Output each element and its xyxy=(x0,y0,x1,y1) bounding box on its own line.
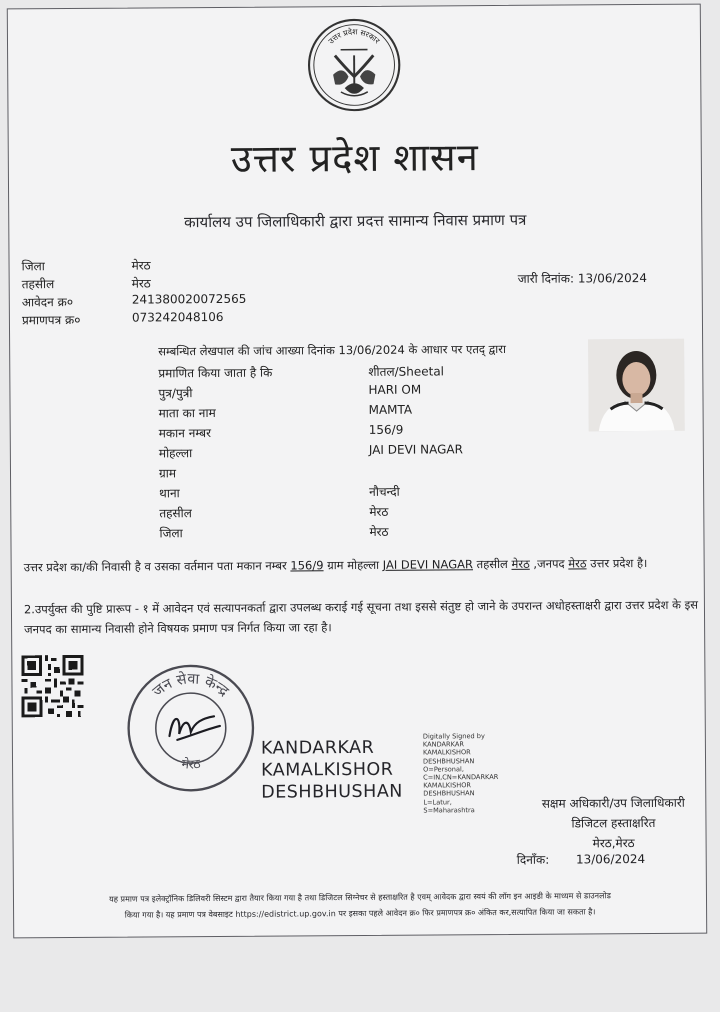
certificate-sheet xyxy=(7,4,707,939)
signer-name xyxy=(261,737,403,804)
detail-label-mohalla: मोहल्ला xyxy=(158,446,193,461)
detail-value-mother: MAMTA xyxy=(368,402,413,417)
paragraph-text: उत्तर प्रदेश का/की निवासी है व उसका वर्तमान पता मकान नम्बर xyxy=(23,558,291,575)
detail-value-tehsil: मेरठ xyxy=(369,504,389,519)
signer-name-line: DESHBHUSHAN xyxy=(261,781,403,803)
svg-text:उत्तर प्रदेश सरकार: उत्तर प्रदेश सरकार xyxy=(326,27,382,46)
signature-date xyxy=(517,850,646,868)
officer-digital-signed: डिजिटल हस्ताक्षरित xyxy=(571,815,656,831)
digital-signature-line: DESHBHUSHAN xyxy=(422,756,475,766)
qr-code-icon xyxy=(20,655,84,717)
government-title: उत्तर प्रदेश शासन xyxy=(230,135,479,181)
footer-line: किया गया है। यह प्रमाण पत्र वेबसाइट https://edistrict.up.gov.in पर इसका पहले आवेदन क्र० फिर प्रमाणपत्र क्र० अंकित कर,सत्यापित किया जा सकता है। xyxy=(124,907,596,920)
application-number-label: आवेदन क्र० xyxy=(21,294,74,310)
officer-title: सक्षम अधिकारी/उप जिलाधिकारी xyxy=(541,795,685,811)
paragraph-text: उत्तर प्रदेश है। xyxy=(586,555,648,571)
signature-date-label: दिनाँक: xyxy=(516,852,550,867)
detail-label-police-station: थाना xyxy=(159,486,180,501)
certificate-subtitle: कार्यालय उप जिलाधिकारी द्वारा प्रदत्त सामान्य निवास प्रमाण पत्र xyxy=(184,210,527,232)
digital-signature-line: L=Latur, xyxy=(423,797,452,807)
tehsil-label: तहसील xyxy=(21,277,55,292)
digital-signature-line: O=Personal, xyxy=(423,765,464,774)
digital-signature-details xyxy=(423,732,534,815)
mohalla-underlined: JAI DEVI NAGAR xyxy=(382,557,473,572)
confirmation-paragraph: 2.उपर्युक्त की पुष्टि प्रारूप - १ में आवेदन एवं सत्यापनकर्ता द्वारा उपलब्ध कराई गई सूचना तथा इससे संतुष्ट हो जाने के उपरान्त अधोहस्ताक्षरी द्वारा उत्तर प्रदेश के इस जनपद का सामान्य निवासी होने विषयक प्रमाण पत्र निर्गत किया जा रहा है। xyxy=(23,597,699,637)
applicant-photo xyxy=(588,339,685,432)
footer-line: यह प्रमाण पत्र इलेक्ट्रॉनिक डिलिवरी सिस्टम द्वारा तैयार किया गया है तथा डिजिटल सिग्नेचर से हस्ताक्षरित है एवम् आवेदक द्वारा स्वयं की लॉग इन आइडी के माध्यम से डाउनलोड xyxy=(109,891,611,904)
detail-value-mohalla: JAI DEVI NAGAR xyxy=(368,442,464,457)
signer-name-line: KANDARKAR xyxy=(260,737,375,759)
application-number: 241380020072565 xyxy=(131,291,247,307)
verification-intro: सम्बन्धित लेखपाल की जांच आख्या दिनांक 13/06/2024 के आधार पर एतद् द्वारा xyxy=(158,341,506,359)
officer-designation xyxy=(518,793,708,854)
portrait-icon xyxy=(588,339,685,432)
signer-name-line: KAMALKISHOR xyxy=(261,759,394,781)
jan-seva-kendra-seal-icon xyxy=(122,658,259,795)
digital-signature-line: KAMALKISHOR xyxy=(423,781,472,790)
certificate-number: 073242048106 xyxy=(131,309,224,325)
detail-value-police-station: नौचन्दी xyxy=(369,484,400,499)
district-label: जिला xyxy=(21,259,45,274)
issue-date-label: जारी दिनांक: xyxy=(517,271,575,286)
district-underlined: मेरठ xyxy=(568,556,587,571)
tehsil-value: मेरठ xyxy=(131,276,151,291)
digital-signature-line: Digitally Signed by xyxy=(422,732,485,741)
detail-value-parent: HARI OM xyxy=(368,382,422,397)
certificate-number-label: प्रमाणपत्र क्र० xyxy=(21,312,81,328)
paragraph-text: ग्राम मोहल्ला xyxy=(323,557,383,573)
digital-signature-line: S=Maharashtra xyxy=(423,806,475,815)
issue-date xyxy=(518,269,647,287)
officer-location: मेरठ,मेरठ xyxy=(592,836,635,851)
detail-value-district: मेरठ xyxy=(369,524,389,539)
paragraph-text: तहसील xyxy=(472,556,512,572)
detail-value-name: शीतल/Sheetal xyxy=(368,364,445,379)
verification-footer xyxy=(18,888,702,925)
residence-paragraph xyxy=(24,553,700,578)
paragraph-text: ,जनपद xyxy=(529,556,569,571)
digital-signature-line: KAMALKISHOR xyxy=(422,748,471,757)
tehsil-underlined: मेरठ xyxy=(511,556,530,571)
detail-label-mother: माता का नाम xyxy=(158,405,216,421)
house-number-underlined: 156/9 xyxy=(290,558,324,573)
detail-value-house: 156/9 xyxy=(368,422,404,437)
detail-label-parent: पुत्र/पुत्री xyxy=(158,386,193,401)
detail-label-tehsil: तहसील xyxy=(159,506,192,521)
svg-text:मेरठ: मेरठ xyxy=(180,755,202,772)
detail-label-village: ग्राम xyxy=(158,466,177,481)
detail-label-district: जिला xyxy=(159,526,183,541)
district-value: मेरठ xyxy=(131,258,151,273)
detail-label-house: मकान नम्बर xyxy=(158,426,212,441)
svg-text:जन सेवा केन्द्र: जन सेवा केन्द्र xyxy=(149,670,233,701)
detail-label-certified: प्रमाणित किया जाता है कि xyxy=(158,365,273,381)
digital-signature-line: DESHBHUSHAN xyxy=(423,789,475,798)
issue-date-value: 13/06/2024 xyxy=(577,270,648,286)
signature-date-value: 13/06/2024 xyxy=(575,851,646,867)
digital-signature-line: C=IN,CN=KANDARKAR xyxy=(423,773,499,782)
state-emblem-icon xyxy=(306,17,403,114)
digital-signature-line: KANDARKAR xyxy=(422,740,464,749)
